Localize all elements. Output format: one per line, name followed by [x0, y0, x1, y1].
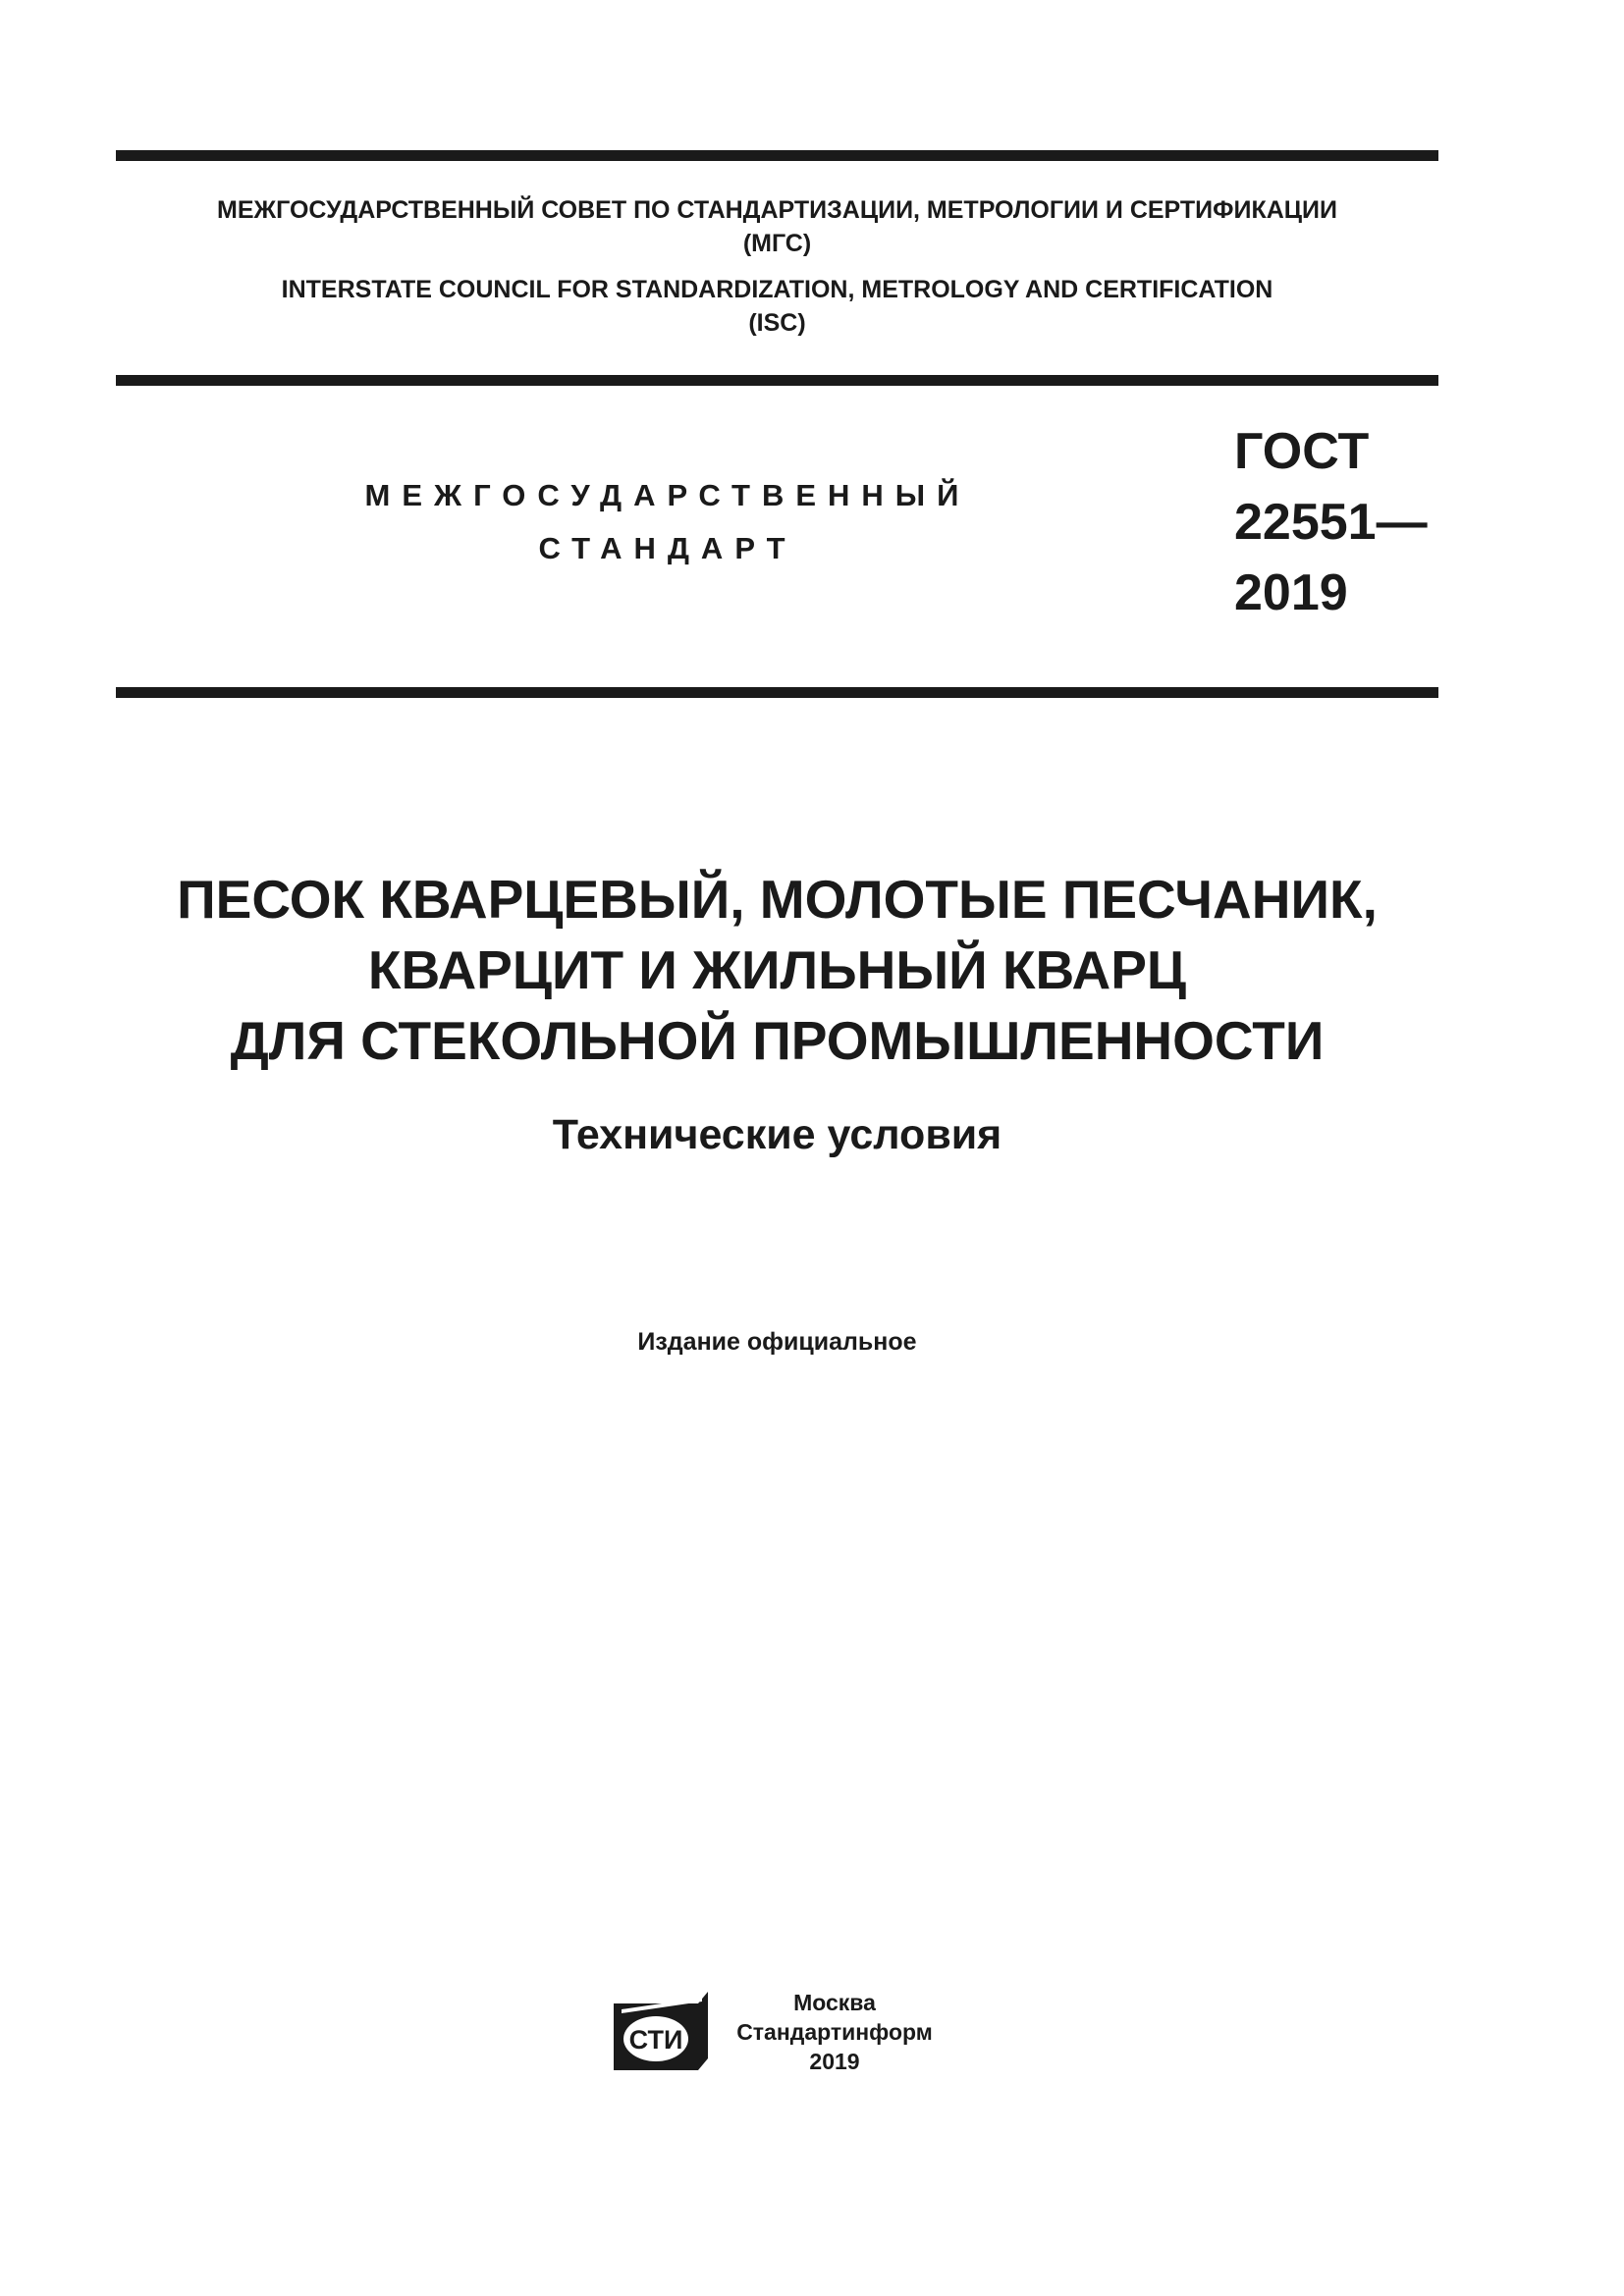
- middle-divider: [116, 375, 1438, 386]
- logo-lettering: СТИ: [628, 2025, 683, 2055]
- logo-book-spine: [698, 1992, 708, 2070]
- top-divider: [116, 150, 1438, 161]
- standard-type-line2: СТАНДАРТ: [538, 531, 797, 565]
- logo-graphic: [614, 1988, 712, 2071]
- bottom-divider: [116, 687, 1438, 698]
- designation-prefix: ГОСТ: [1234, 423, 1370, 480]
- title-line3: ДЛЯ СТЕКОЛЬНОЙ ПРОМЫШЛЕННОСТИ: [230, 1010, 1325, 1071]
- edition-note: Издание официальное: [637, 1328, 917, 1356]
- council-name-en-block: [116, 273, 1438, 340]
- council-abbr-ru: (МГС): [742, 230, 812, 257]
- title-line2: КВАРЦИТ И ЖИЛЬНЫЙ КВАРЦ: [367, 939, 1187, 1000]
- council-name-ru: МЕЖГОСУДАРСТВЕННЫЙ СОВЕТ ПО СТАНДАРТИЗАЦИИ, МЕТРОЛОГИИ И СЕРТИФИКАЦИИ: [217, 196, 1337, 224]
- publisher-imprint: [727, 1988, 943, 2076]
- council-abbr-en: (ISC): [748, 309, 806, 337]
- document-title: [116, 864, 1438, 1076]
- publisher-name: Стандартинформ: [736, 2019, 933, 2045]
- council-name-ru-block: [116, 193, 1438, 260]
- designation-number: 22551—: [1234, 494, 1428, 551]
- document-subtitle: Технические условия: [552, 1111, 1002, 1158]
- title-line1: ПЕСОК КВАРЦЕВЫЙ, МОЛОТЫЕ ПЕСЧАНИК,: [177, 869, 1378, 930]
- standard-designation: [1234, 416, 1428, 628]
- standard-type-line1: МЕЖГОСУДАРСТВЕННЫЙ: [364, 478, 971, 512]
- publisher-year: 2019: [809, 2049, 860, 2074]
- designation-year: 2019: [1234, 564, 1348, 621]
- publisher-city: Москва: [793, 1990, 876, 2015]
- standartinform-logo-icon: [614, 1988, 712, 2071]
- council-name-en: INTERSTATE COUNCIL FOR STANDARDIZATION, METROLOGY AND CERTIFICATION: [281, 276, 1273, 303]
- standard-type: [295, 469, 1041, 575]
